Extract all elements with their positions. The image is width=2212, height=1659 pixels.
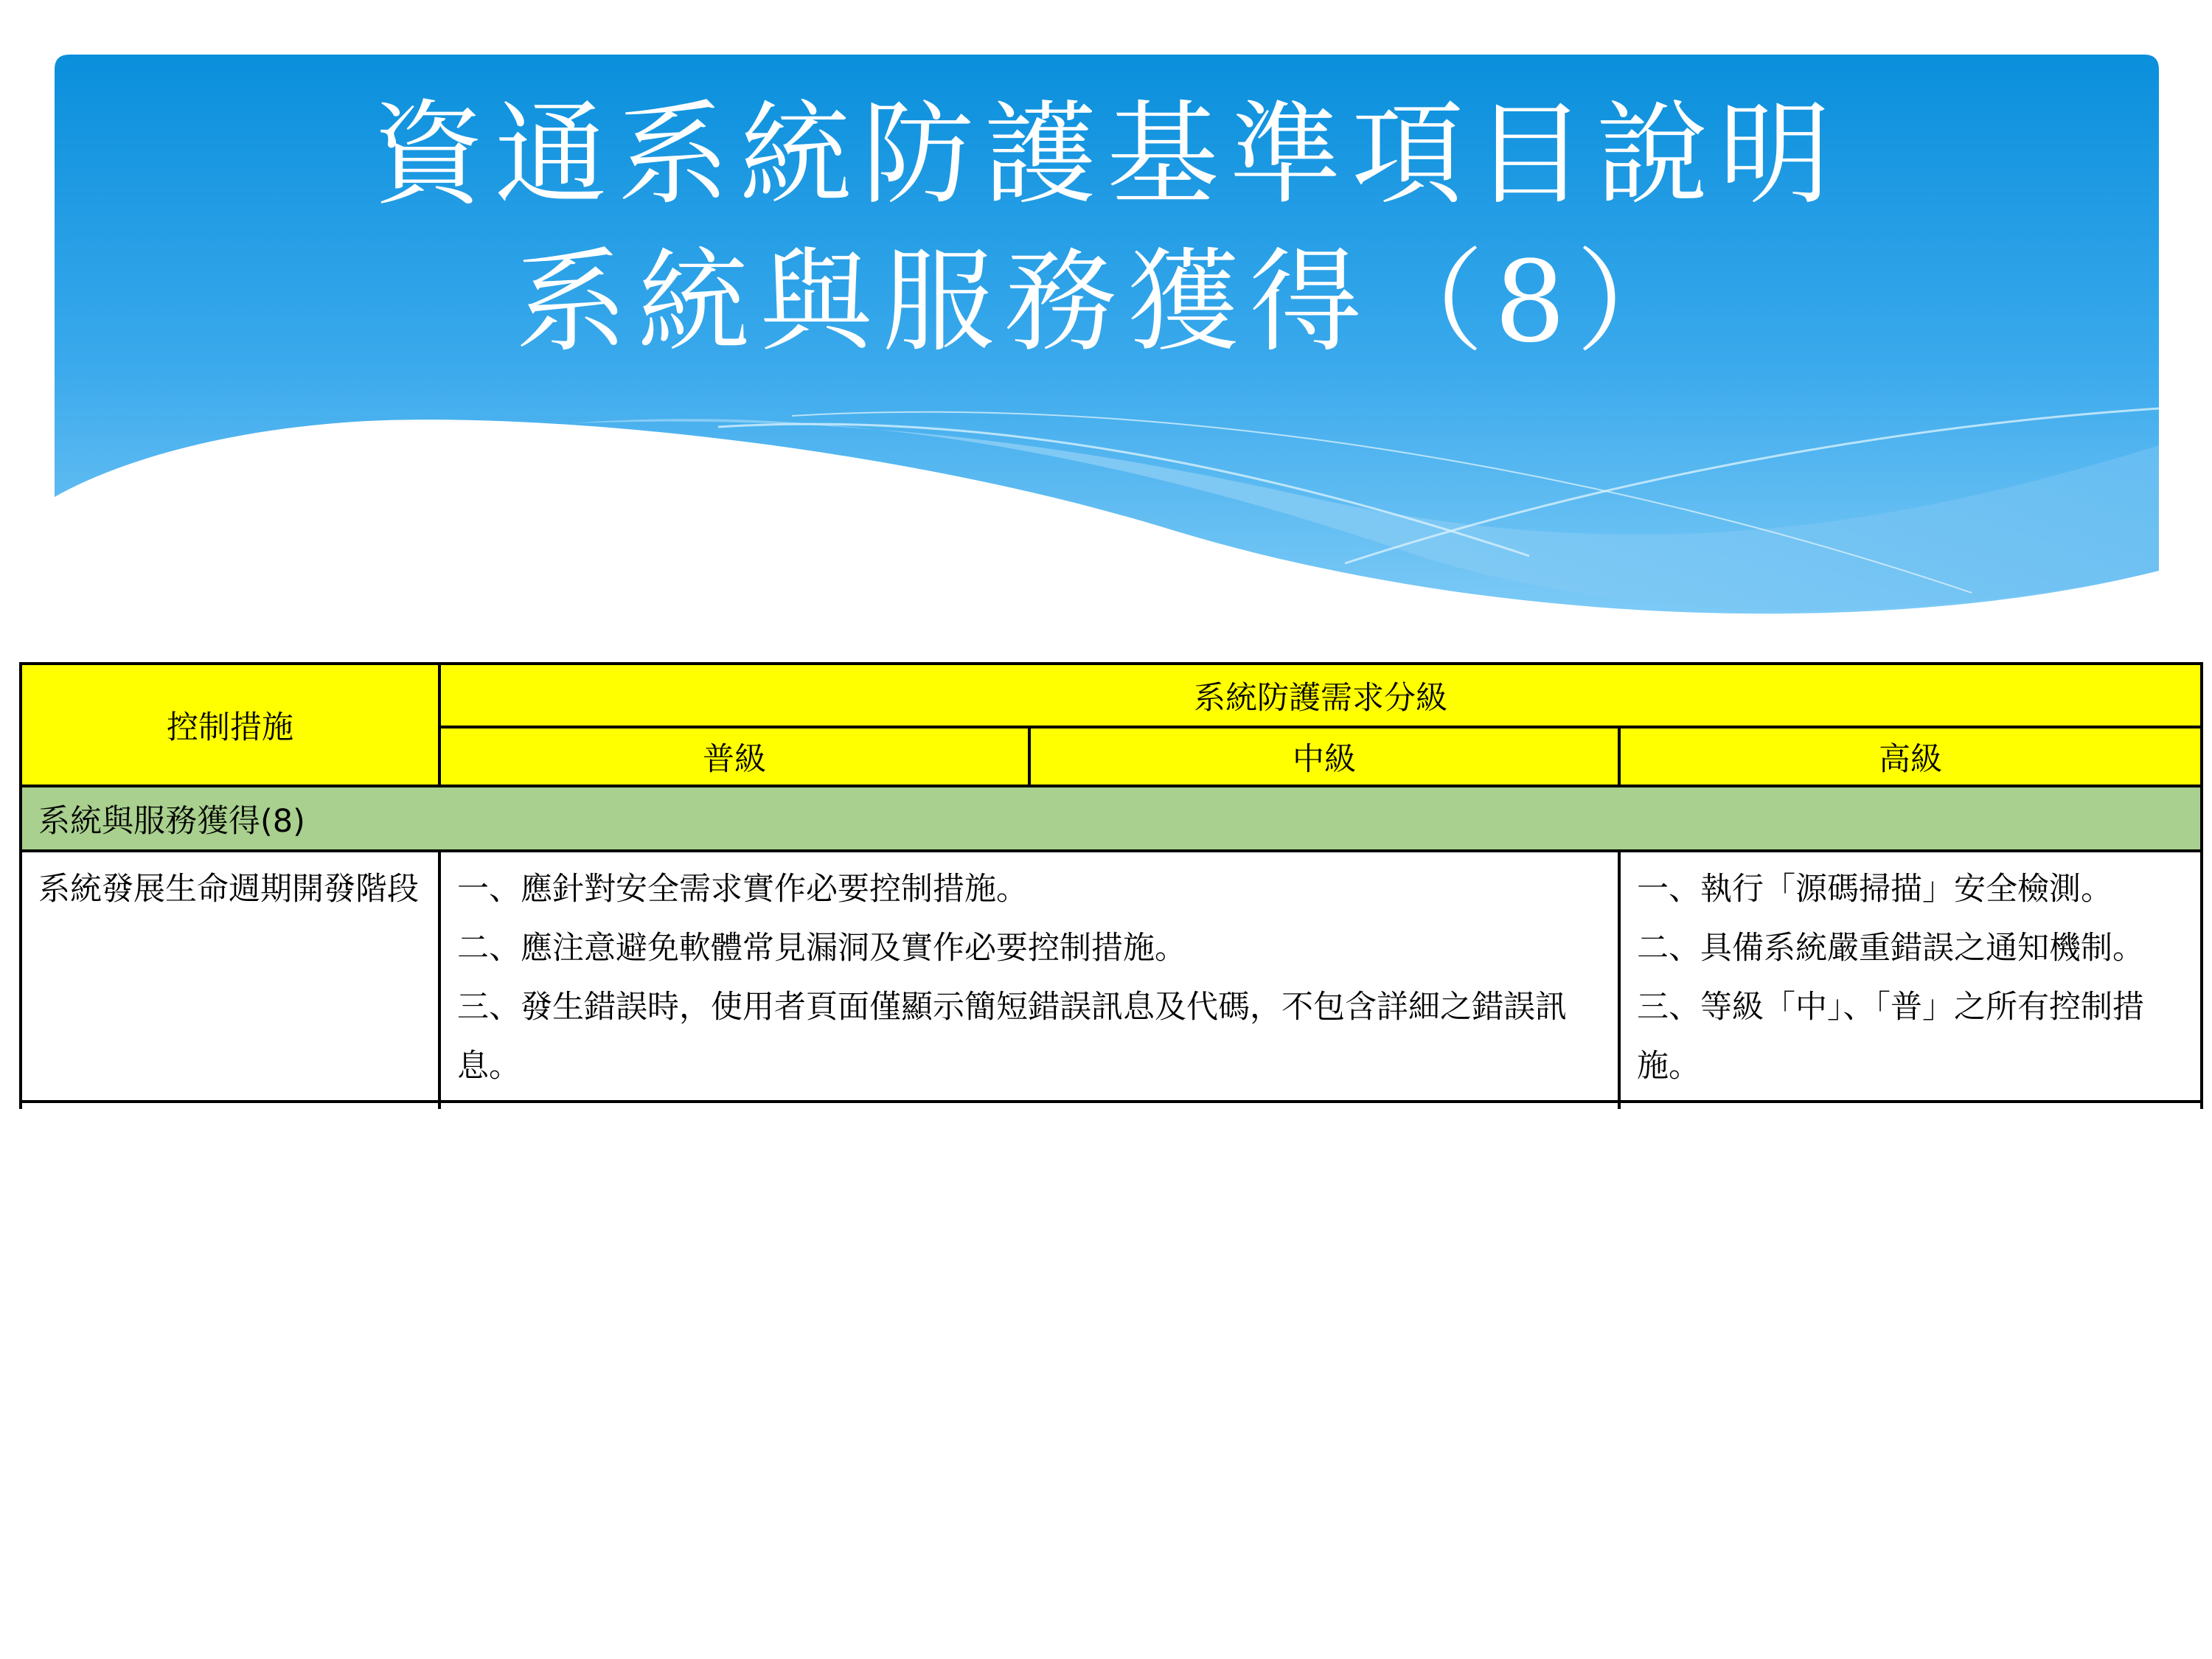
protection-baseline-table [19, 662, 2203, 1109]
title-banner [55, 55, 2159, 615]
slide-title-line-2: 系統與服務獲得（8） [515, 237, 1699, 367]
header-level-medium: 中級 [1029, 727, 1619, 786]
high-requirements-cell [1619, 851, 2202, 1102]
table-continuation [1619, 1102, 2202, 1109]
header-level-high: 高級 [1619, 727, 2202, 786]
requirement-item: 一、執行「源碼掃描」安全檢測。 [1637, 871, 2112, 908]
normal-medium-requirements-cell [439, 851, 1619, 1102]
header-level-normal: 普級 [439, 727, 1029, 786]
requirement-item: 二、具備系統嚴重錯誤之通知機制。 [1637, 930, 2144, 967]
table-continuation [21, 1102, 439, 1109]
slide-title-line-1: 資通系統防護基準項目說明 [372, 89, 1841, 220]
section-title: 系統與服務獲得(8) [21, 786, 2202, 851]
requirement-item: 三、發生錯誤時，使用者頁面僅顯示簡短錯誤訊息及代碼，不包含詳細之錯誤訊息。 [457, 989, 1567, 1085]
header-protection-level-group: 系統防護需求分級 [439, 664, 2202, 727]
requirement-item: 三、等級「中」、「普」之所有控制措施。 [1637, 989, 2144, 1085]
requirement-item: 二、應注意避免軟體常見漏洞及實作必要控制措施。 [457, 930, 1186, 967]
header-control-measure: 控制措施 [21, 664, 439, 786]
requirement-item: 一、應針對安全需求實作必要控制措施。 [457, 871, 1028, 908]
control-name-cell: 系統發展生命週期開發階段 [21, 851, 439, 1102]
table-continuation [439, 1102, 1619, 1109]
